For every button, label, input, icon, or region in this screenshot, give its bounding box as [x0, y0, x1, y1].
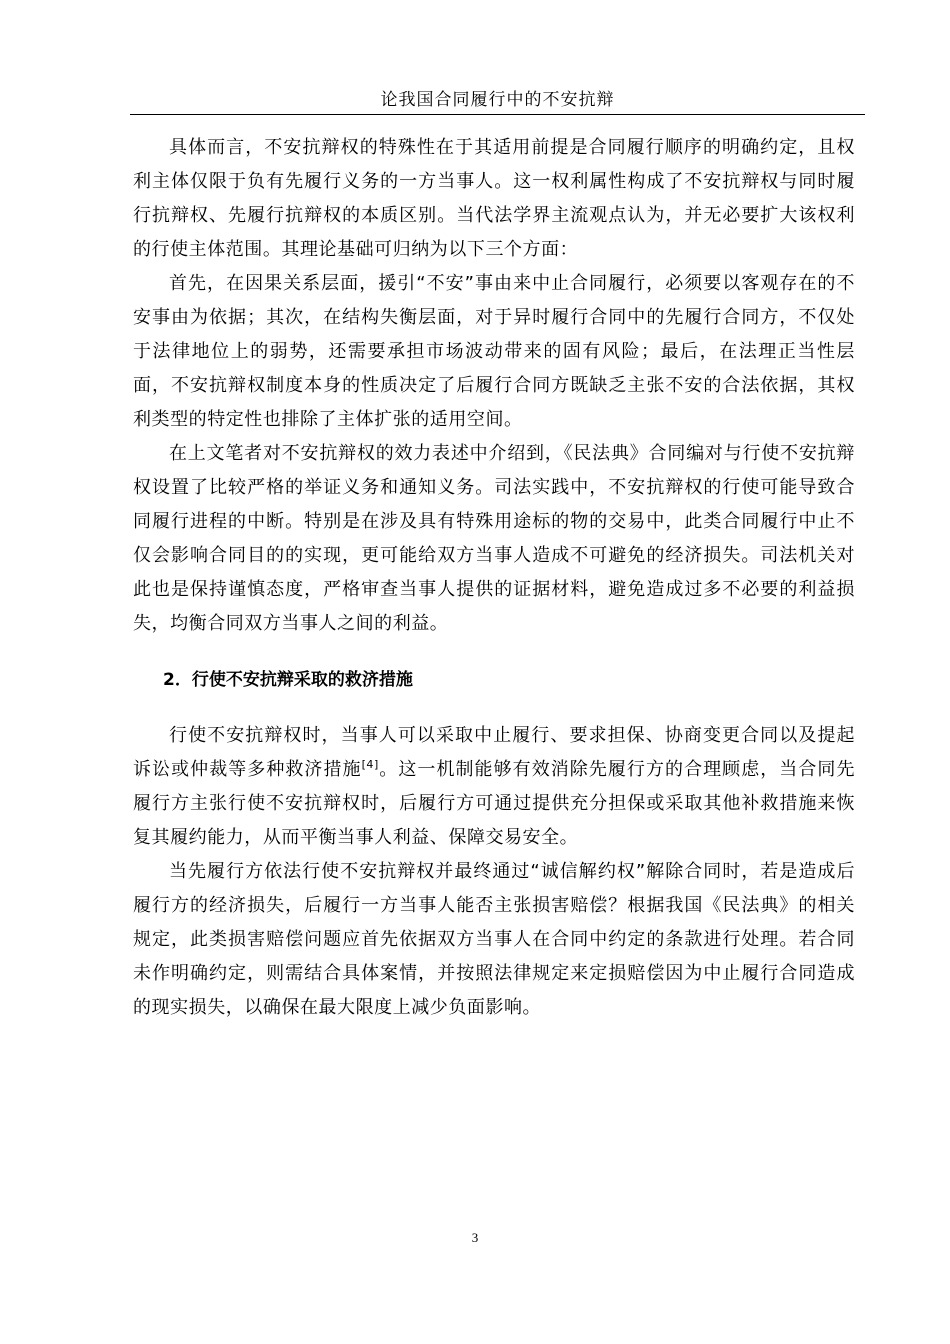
page-number: 3 — [471, 1230, 479, 1245]
paragraph-remedy-measures — [133, 719, 855, 855]
document-body — [133, 131, 855, 1025]
paragraph-three-reasons: 首先，在因果关系层面，援引“不安”事由来中止合同履行，必须要以客观存在的不安事由为依据；其次，在结构失衡层面，对于异时履行合同中的先履行合同方，不仅处于法律地位上的弱势，还需要承担市场波动带来的固有风险；最后，在法理正当性层面，不安抗辩权制度本身的性质决定了后履行合同方既缺乏主张不安的合法依据，其权利类型的特定性也排除了主体扩张的适用空间。 — [133, 273, 855, 430]
section-heading-remedies: 2．行使不安抗辩采取的救济措施 — [163, 670, 413, 690]
running-header-title: 论我国合同履行中的不安抗辩 — [380, 90, 615, 110]
paragraph-special-nature: 具体而言，不安抗辩权的特殊性在于其适用前提是合同履行顺序的明确约定，且权利主体仅限于负有先履行义务的一方当事人。这一权利属性构成了不安抗辩权与同时履行抗辩权、先履行抗辩权的本质区别。当代法学界主流观点认为，并无必要扩大该权利的行使主体范围。其理论基础可归纳为以下三个方面： — [133, 137, 855, 260]
paragraph-judicial-practice: 在上文笔者对不安抗辩权的效力表述中介绍到，《民法典》合同编对与行使不安抗辩权设置了比较严格的举证义务和通知义务。司法实践中，不安抗辩权的行使可能导致合同履行进程的中断。特别是在涉及具有特殊用途标的物的交易中，此类合同履行中止不仅会影响合同目的的实现，更可能给双方当事人造成不可避免的经济损失。司法机关对此也是保持谨慎态度，严格审查当事人提供的证据材料，避免造成过多不必要的利益损失，均衡合同双方当事人之间的利益。 — [133, 443, 855, 634]
remedy-text-part1: 行使不安抗辩权时，当事人可以采取中止履行、要求担保、协商变更合同以及提起诉讼或仲裁等多种救济措施 — [133, 725, 855, 780]
header-divider — [130, 114, 865, 115]
paragraph-damages: 当先履行方依法行使不安抗辩权并最终通过“诚信解约权”解除合同时，若是造成后履行方的经济损失，后履行一方当事人能否主张损害赔偿？根据我国《民法典》的相关规定，此类损害赔偿问题应首先依据双方当事人在合同中约定的条款进行处理。若合同未作明确约定，则需结合具体案情，并按照法律规定来定损赔偿因为中止履行合同造成的现实损失，以确保在最大限度上减少负面影响。 — [133, 861, 855, 1018]
citation-reference: [4] — [361, 758, 379, 771]
remedy-text-part2: 。这一机制能够有效消除先履行方的合理顾虑，当合同先履行方主张行使不安抗辩权时，后履行方可通过提供充分担保或采取其他补救措施来恢复其履约能力，从而平衡当事人利益、保障交易安全。 — [133, 759, 855, 848]
